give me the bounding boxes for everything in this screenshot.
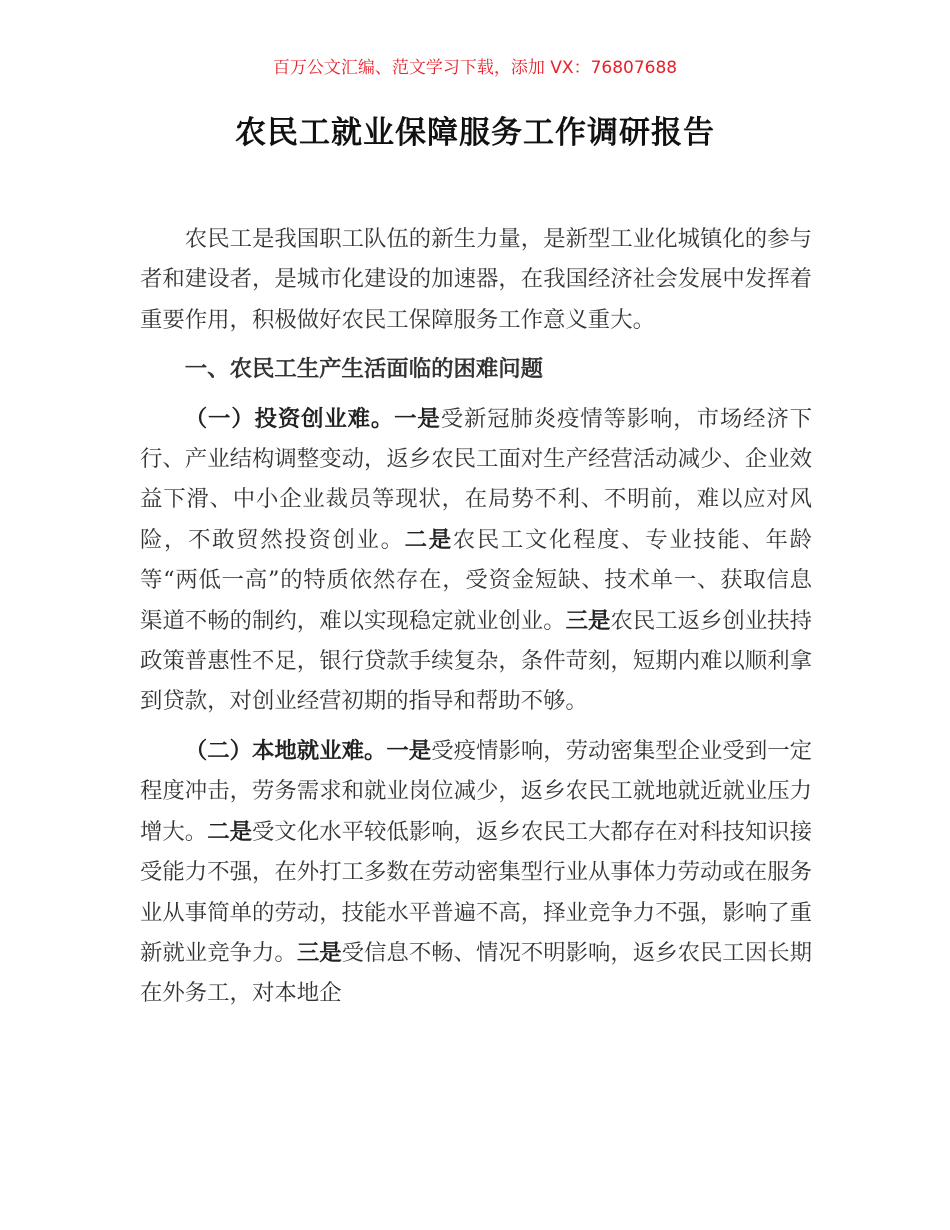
point-label: 二是	[404, 526, 453, 553]
subsection-label: （二）本地就业难。	[184, 737, 387, 764]
point-label: 一是	[386, 737, 432, 764]
subsection-label: （一）投资创业难。	[184, 405, 395, 432]
point-text: 受文化水平较低影响，返乡农民工大都存在对科技知识接受能力不强，在外打工多数在劳动密集型行业从事体力劳动或在服务业从事简单的劳动，技能水平普遍不高，择业竞争力不强，影响了重新就业竞争力。	[140, 818, 813, 966]
point-text: 受新冠肺炎疫情等影响，市场经济下行、产业结构调整变动，返乡农民工面对生产经营活动减少、企业效益下滑、中小企业裁员等现状，在局势不利、不明前，难以应对风险，不敢贸然投资创业。	[140, 405, 813, 553]
subsection-local-employment-paragraph	[140, 731, 812, 1014]
document-title: 农民工就业保障服务工作调研报告	[235, 115, 715, 151]
point-label: 一是	[394, 405, 441, 432]
point-text: 受信息不畅、情况不明影响，返乡农民工因长期在外务工，对本地企	[140, 939, 813, 1007]
subsection-investment-paragraph	[140, 399, 812, 722]
intro-paragraph: 农民工是我国职工队伍的新生力量，是新型工业化城镇化的参与者和建设者，是城市化建设的加速器，在我国经济社会发展中发挥着重要作用，积极做好农民工保障服务工作意义重大。	[140, 226, 812, 333]
point-label: 三是	[296, 939, 342, 966]
point-label: 三是	[565, 607, 611, 634]
point-label: 二是	[207, 818, 253, 845]
document-body	[140, 219, 812, 1014]
point-text: 农民工文化程度、专业技能、年龄等“两低一高”的特质依然存在，受资金短缺、技术单一、获取信息渠道不畅的制约，难以实现稳定就业创业。	[140, 526, 813, 634]
point-text: 农民工返乡创业扶持政策普惠性不足，银行贷款手续复杂，条件苛刻，短期内难以顺利拿到贷款，对创业经营初期的指导和帮助不够。	[140, 607, 813, 715]
section-heading: 一、农民工生产生活面临的困难问题	[184, 356, 544, 383]
watermark-banner: 百万公文汇编、范文学习下载，添加 VX：76807688	[272, 58, 678, 78]
point-text: 受疫情影响，劳动密集型企业受到一定程度冲击，劳务需求和就业岗位减少，返乡农民工就地就近就业压力增大。	[140, 737, 813, 845]
